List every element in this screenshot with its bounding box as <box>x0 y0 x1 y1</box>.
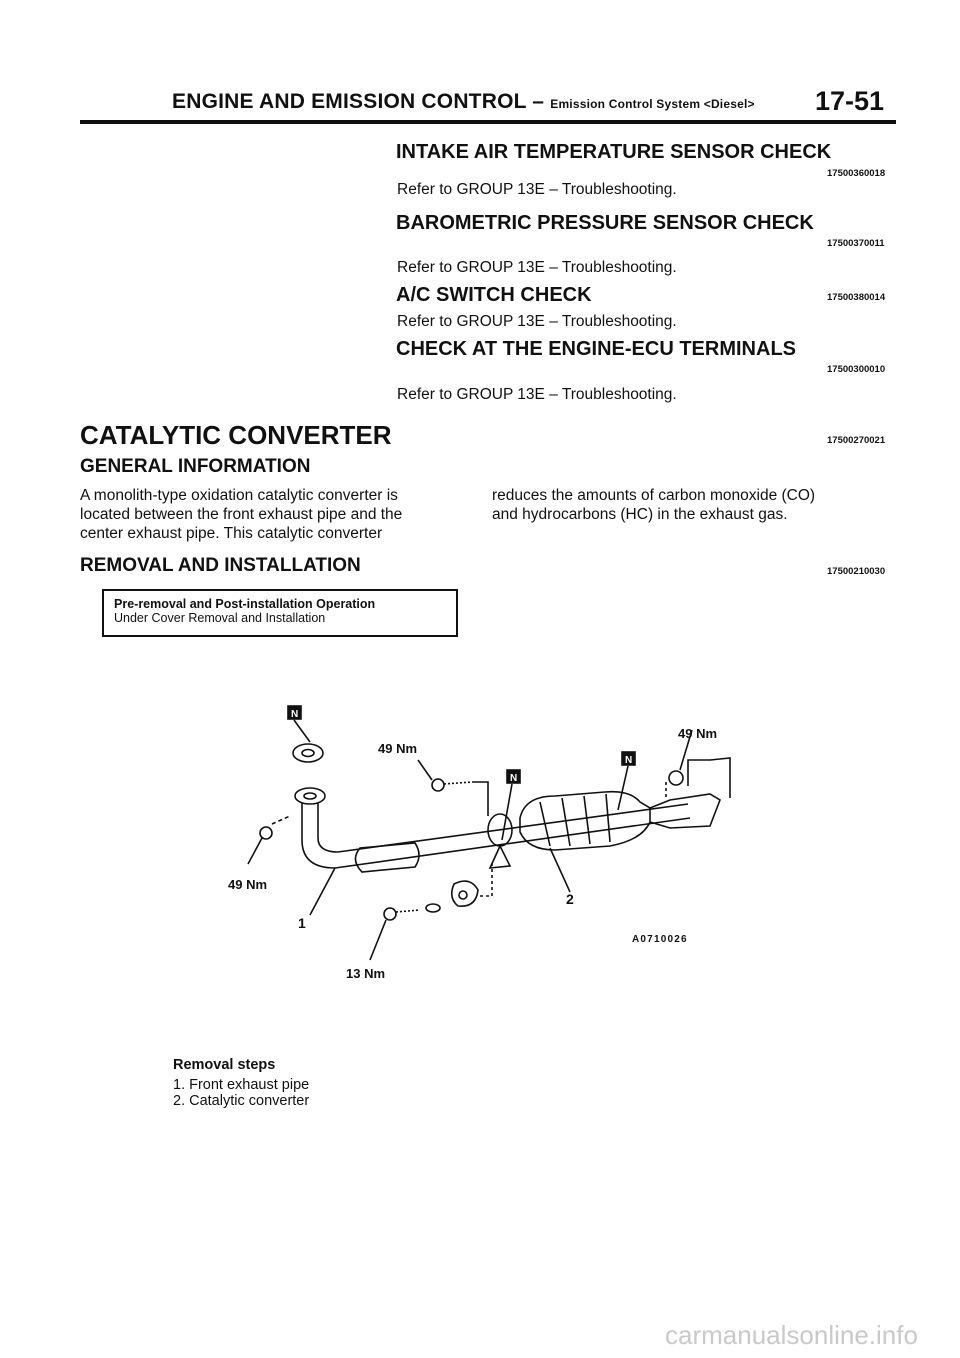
header-title-sub: Emission Control System <Diesel> <box>550 97 755 111</box>
catalytic-converter-code: 17500270021 <box>827 435 886 446</box>
new-part-mark: N <box>625 755 633 766</box>
page-header-title <box>172 90 755 114</box>
general-info-left-line: located between the front exhaust pipe and the <box>80 506 403 523</box>
part-label-2: 2 <box>566 891 574 907</box>
iat-check-text: Refer to GROUP 13E – Troubleshooting. <box>397 181 677 198</box>
ecu-check-code: 17500300010 <box>827 364 886 375</box>
torque-label-49nm: 49 Nm <box>678 726 718 741</box>
removal-steps-title: Removal steps <box>173 1057 276 1073</box>
header-rule <box>80 120 896 124</box>
new-part-mark: N <box>291 709 299 720</box>
op-box-text: Under Cover Removal and Installation <box>114 611 326 625</box>
general-info-left-line: center exhaust pipe. This catalytic converter <box>80 525 383 542</box>
removal-installation-title: REMOVAL AND INSTALLATION <box>80 555 361 576</box>
exhaust-exploded-diagram <box>210 700 750 990</box>
catalytic-converter-title: CATALYTIC CONVERTER <box>80 420 392 450</box>
ecu-check-text: Refer to GROUP 13E – Troubleshooting. <box>397 386 677 403</box>
baro-check-code: 17500370011 <box>827 238 885 249</box>
baro-check-text: Refer to GROUP 13E – Troubleshooting. <box>397 259 677 276</box>
iat-check-code: 17500360018 <box>827 168 886 179</box>
removal-step: 1. Front exhaust pipe <box>173 1077 310 1093</box>
removal-step: 2. Catalytic converter <box>173 1093 310 1109</box>
general-info-right-line: reduces the amounts of carbon monoxide (CO) <box>492 487 816 504</box>
ecu-check-title: CHECK AT THE ENGINE-ECU TERMINALS <box>396 338 796 360</box>
pre-removal-operation-box <box>102 589 458 637</box>
ac-check-title: A/C SWITCH CHECK <box>396 284 592 306</box>
header-title-main: ENGINE AND EMISSION CONTROL – <box>172 90 545 113</box>
part-label-1: 1 <box>298 915 306 931</box>
baro-check-title: BAROMETRIC PRESSURE SENSOR CHECK <box>396 212 814 234</box>
ac-check-text: Refer to GROUP 13E – Troubleshooting. <box>397 313 677 330</box>
watermark: carmanualsonline.info <box>665 1320 918 1350</box>
general-info-right-column <box>492 486 815 524</box>
front-exhaust-pipe <box>302 803 690 868</box>
gasket-front <box>293 744 323 762</box>
general-info-left-line: A monolith-type oxidation catalytic converter is <box>80 487 398 504</box>
removal-installation-code: 17500210030 <box>827 566 886 577</box>
general-info-right-line: and hydrocarbons (HC) in the exhaust gas. <box>492 506 788 523</box>
torque-label-49nm: 49 Nm <box>228 877 268 892</box>
ac-check-code: 17500380014 <box>827 292 886 303</box>
page-number: 17-51 <box>815 86 885 116</box>
iat-check-title: INTAKE AIR TEMPERATURE SENSOR CHECK <box>396 141 832 163</box>
general-info-left-column <box>80 486 402 543</box>
general-information-title: GENERAL INFORMATION <box>80 456 311 477</box>
op-box-title: Pre-removal and Post-installation Operation <box>114 597 376 611</box>
torque-label-13nm: 13 Nm <box>346 966 386 981</box>
new-part-mark: N <box>510 773 518 784</box>
torque-label-49nm: 49 Nm <box>378 741 418 756</box>
figure-id: A0710026 <box>632 934 688 945</box>
front-pipe-flange <box>295 788 325 804</box>
